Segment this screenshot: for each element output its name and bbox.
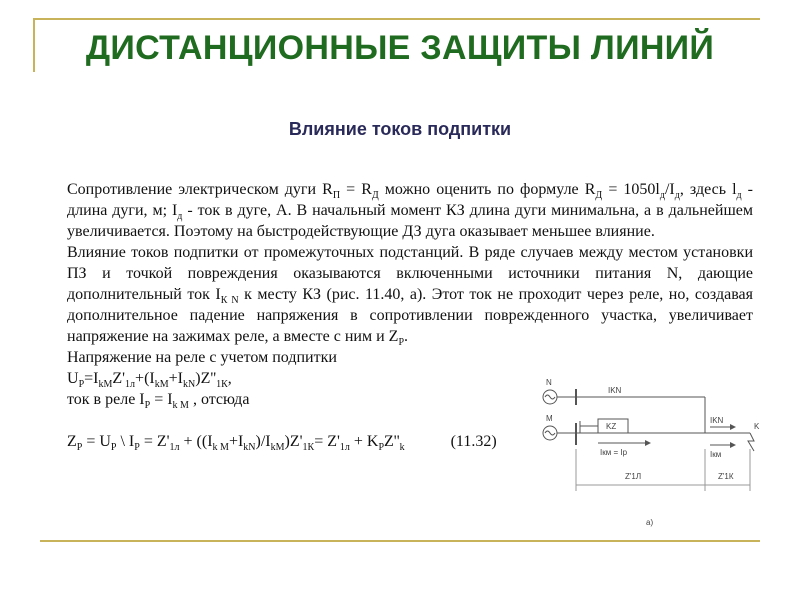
text-run: ток в реле I (67, 391, 145, 408)
subscript: kN (183, 379, 196, 391)
subscript: Р (398, 337, 405, 349)
subscript: Р (110, 442, 117, 454)
text-run: = R (340, 181, 372, 198)
text-run: +I (168, 370, 183, 387)
text-run: , отсюда (188, 391, 250, 408)
text-run: = Z' (314, 433, 340, 450)
text-run: Z'' (384, 433, 400, 450)
top-rule (33, 18, 760, 20)
left-rule (33, 18, 35, 72)
text-run: \ I (116, 433, 135, 450)
text-run: Z' (112, 370, 126, 387)
label-ikm-ip: Iкм = Iр (600, 448, 628, 457)
subscript: k М (172, 400, 189, 412)
text-run: можно оценить по формуле R (378, 181, 596, 198)
label-ikn-top: IKN (608, 386, 622, 395)
text-run: =I (84, 370, 99, 387)
page-title: ДИСТАНЦИОННЫЕ ЗАЩИТЫ ЛИНИЙ (85, 29, 715, 67)
text-run: )/I (255, 433, 271, 450)
subscript: k М (212, 442, 229, 454)
source-n-wave (545, 395, 555, 399)
text-run: Сопротивление электрическом дуги R (67, 181, 333, 198)
fault-symbol (748, 433, 754, 451)
arrowheads (645, 424, 736, 448)
line-voltage-intro: Напряжение на реле с учетом подпитки (67, 349, 337, 366)
subscript: д (736, 190, 742, 202)
label-z1k: Z'1К (718, 472, 734, 481)
infeed-circuit-diagram (540, 375, 780, 535)
text-run: Влияние токов подпитки от промежуточных подстанций. В ряде случаев между местом установки ПЗ и точкой повреждения оказываются включенными источники питания N, дающие дополнительный ток I (67, 244, 753, 303)
subscript: kМ (154, 379, 169, 391)
subscript: Д (595, 190, 603, 202)
text-run: )Z'' (195, 370, 217, 387)
subscript: Р (76, 442, 83, 454)
paragraph-infeed (67, 242, 753, 347)
text-run: = 1050l (602, 181, 660, 198)
equation-number: (11.32) (450, 433, 497, 450)
subscript: 1К (302, 442, 315, 454)
label-m: M (546, 414, 553, 423)
text-run: +I (228, 433, 244, 450)
subscript: Р (144, 400, 151, 412)
subscript: kМ (270, 442, 285, 454)
label-z1l: Z'1Л (625, 472, 642, 481)
subscript: д (674, 190, 680, 202)
text-run: = I (150, 391, 173, 408)
text-run: . (404, 328, 409, 345)
subscript: д (659, 190, 665, 202)
subscript: П (332, 190, 341, 202)
arrowhead-ikm (730, 442, 736, 448)
text-run: Z (67, 433, 77, 450)
subscript: k (399, 442, 405, 454)
subscript: 1л (125, 379, 136, 391)
label-kz: KZ (606, 422, 617, 431)
subscript: Р (378, 442, 385, 454)
subscript: Д (371, 190, 379, 202)
subscript: kN (243, 442, 256, 454)
bottom-rule (40, 540, 760, 542)
text-run: /I (664, 181, 675, 198)
subscript: Р (78, 379, 85, 391)
label-k: K (754, 422, 760, 431)
subscript: К N (220, 295, 239, 307)
text-run: + K (349, 433, 379, 450)
subscript: 1л (339, 442, 350, 454)
label-ikn-right: IKN (710, 416, 724, 425)
text-run: - длина дуги, м; I (67, 181, 754, 219)
subscript: kМ (98, 379, 113, 391)
source-m-wave (545, 431, 555, 435)
text-run: +(I (135, 370, 155, 387)
label-ikm-right: Iкм (710, 450, 722, 459)
subscript: Р (134, 442, 140, 454)
subscript: 1К (216, 379, 228, 391)
text-run: = U (82, 433, 111, 450)
text-run: , здесь l (679, 181, 737, 198)
arrowhead-ikm-relay (645, 440, 651, 446)
text-run: , (227, 370, 232, 387)
label-n: N (546, 378, 552, 387)
section-subtitle: Влияние токов подпитки (288, 119, 512, 139)
figure-caption: а) (646, 518, 654, 527)
text-run: )Z' (284, 433, 303, 450)
text-run: U (67, 370, 79, 387)
paragraph-arc-resistance (67, 179, 753, 242)
subscript: 1л (169, 442, 180, 454)
arrowhead-ikn (730, 424, 736, 430)
text-run: = Z' (139, 433, 170, 450)
subscript: д (177, 211, 183, 223)
text-run: - ток в дуге, А. В начальный момент КЗ длина дуги минимальна, а в дальнейшем увеличивается. Поэтому на быстродействующие ДЗ дуга оказывает меньшее влияние. (67, 202, 753, 240)
text-run: + ((I (179, 433, 213, 450)
text-run: к месту КЗ (рис. 11.40, а). Этот ток не проходит через реле, но, создавая дополнительное падение напряжения в сопротивлении поврежденного участка, увеличивает напряжение на зажимах реле, а вместе с ним и Z (67, 286, 753, 345)
